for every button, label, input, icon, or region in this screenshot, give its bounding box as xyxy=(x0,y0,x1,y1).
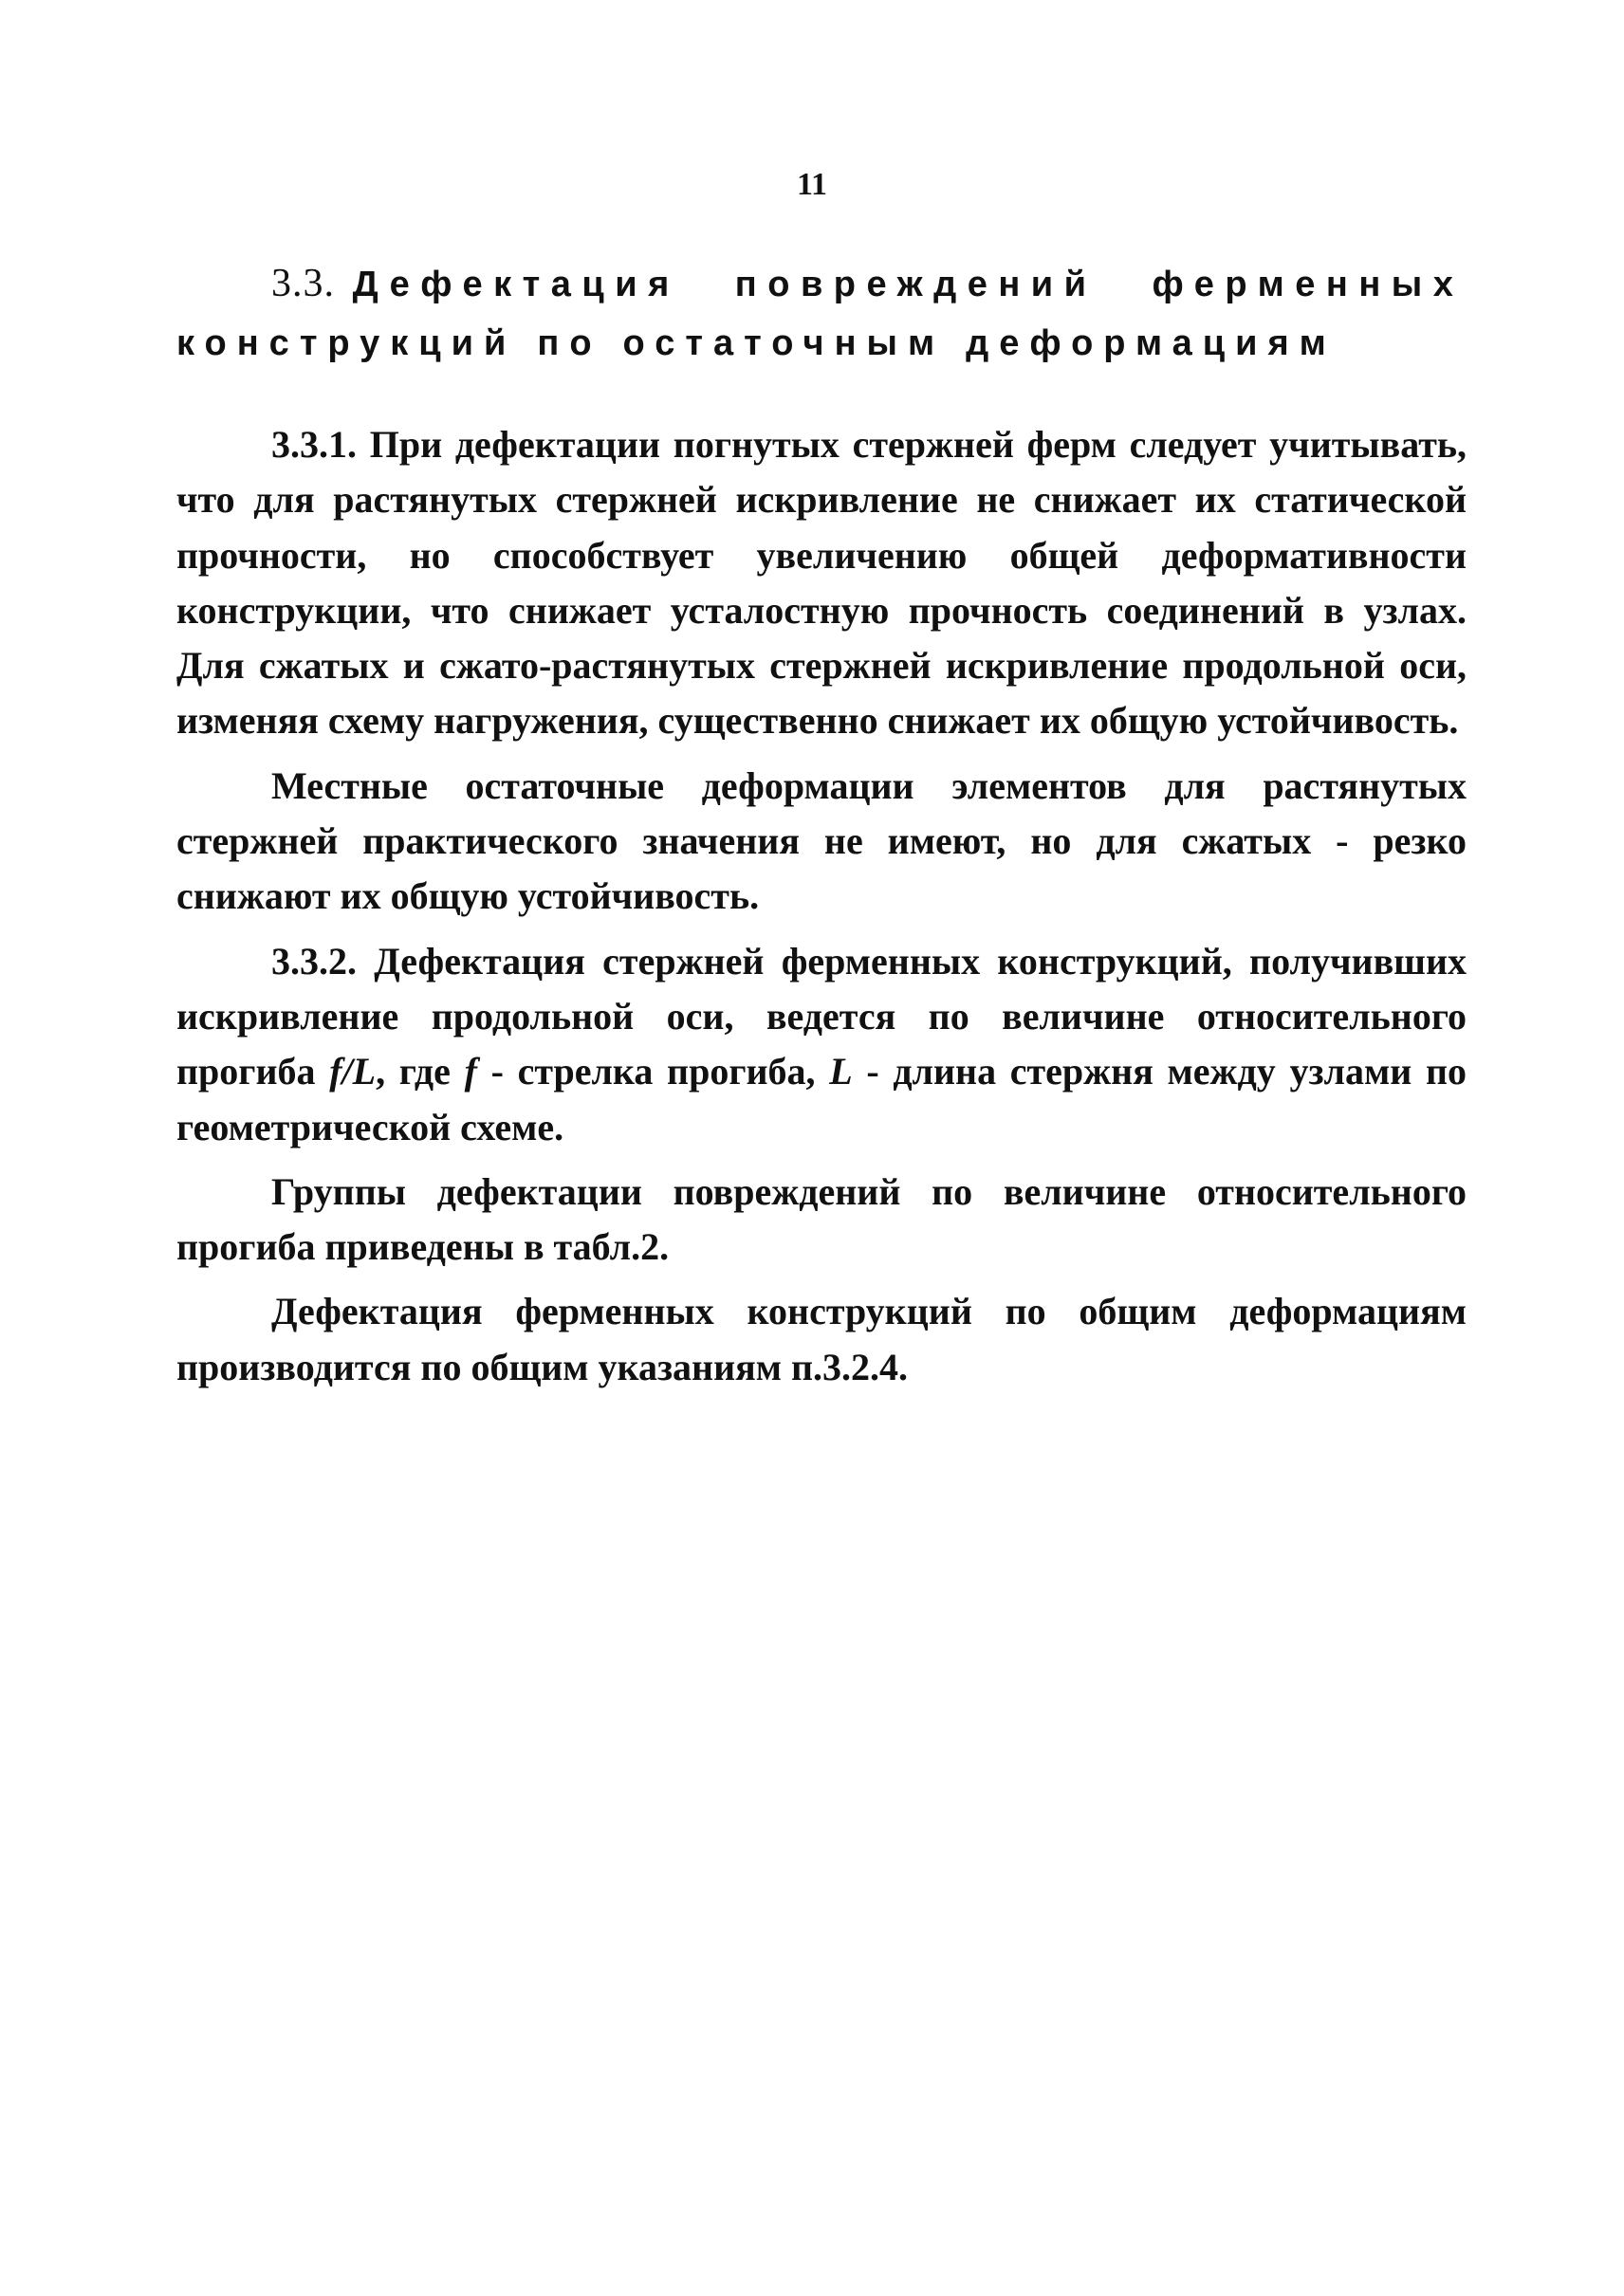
paragraph-3-3-2: 3.3.2. Дефектация стержней ферменных конструкций, получивших искривление продольной оси, ведется по величине относительного прогиба f/L, где f - стрелка прогиба, L - длина стержня между узлами по геометрической схеме. xyxy=(176,939,1467,1148)
section-heading xyxy=(176,254,1476,373)
paragraph-local-deformations: Местные остаточные деформации элементов для растянутых стержней практического значения не имеют, но для сжатых - резко снижают их общую устойчивость. xyxy=(176,763,1467,918)
body-text xyxy=(176,417,1467,1395)
section-number: 3.3. xyxy=(271,262,335,305)
paragraph-general-deformations: Дефектация ферменных конструкций по общим деформациям производится по общим указаниям п.3.2.4. xyxy=(176,1290,1467,1388)
section-heading-line-2: конструкций по остаточным деформациям xyxy=(176,323,1337,363)
formula-l: L xyxy=(829,1050,853,1093)
formula-f: f xyxy=(464,1050,477,1093)
formula-f-over-l: f/L xyxy=(329,1050,377,1093)
section-heading-line-1: 3.3. Дефектация повреждений ферменных xyxy=(271,262,1465,305)
page-number: 11 xyxy=(796,167,828,202)
paragraph-3-3-1: 3.3.1. При дефектации погнутых стержней ферм следует учитывать, что для растянутых стержней искривление не снижает их статической прочности, но способствует увеличению общей деформативности конструкции, что снижает усталостную прочность соединений в узлах. Для сжатых и сжато-растянутых стержней искривление продольной оси, изменяя схему нагружения, существенно снижает их общую устойчивость. xyxy=(176,423,1467,743)
paragraph-defect-groups: Группы дефектации повреждений по величине относительного прогиба приведены в табл.2. xyxy=(176,1169,1467,1269)
